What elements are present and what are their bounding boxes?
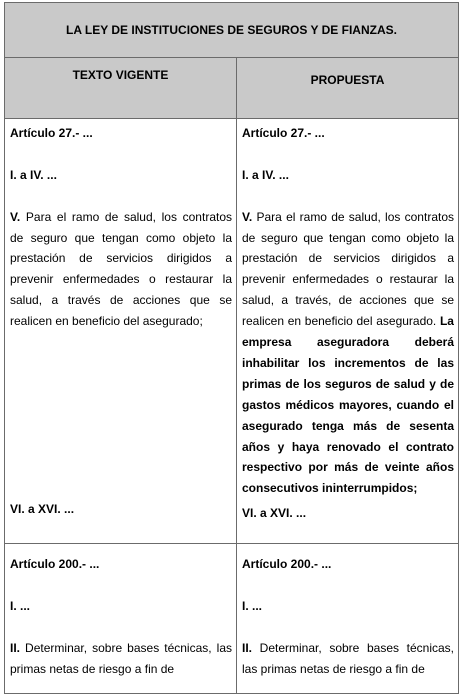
fraction-text: Determinar, sobre bases técnicas, las primas netas de riesgo a fin de [242, 640, 454, 676]
fraction-added-text: La empresa aseguradora deberá inhabilitar los incrementos de las primas de los seguros de salud y de gastos médicos mayores, cuando el asegurado tenga más de sesenta años y haya renovado el contrato respectivo por más de veinte años consecutivos ininterrumpidos; [242, 314, 454, 496]
table-row [5, 544, 459, 694]
table-title: LA LEY DE INSTITUCIONES DE SEGUROS Y DE FIANZAS. [5, 3, 459, 58]
column-header-texto-vigente: TEXTO VIGENTE [5, 58, 237, 119]
fraction-v [242, 207, 454, 500]
fraction-i: I. ... [242, 598, 263, 613]
title-row [5, 3, 459, 58]
cell-vigente-art200 [5, 544, 237, 694]
fraction-ii [10, 638, 232, 680]
article-heading: Artículo 27.- ... [242, 126, 325, 140]
column-header-propuesta: PROPUESTA [237, 58, 459, 119]
cell-propuesta-art200 [237, 544, 459, 694]
fraction-range: I. a IV. ... [242, 167, 289, 182]
fraction-text: Determinar, sobre bases técnicas, las primas netas de riesgo a fin de [10, 640, 232, 676]
fraction-text: Para el ramo de salud, los contratos de seguro que tengan como objeto la prestación de servicios dirigidos a prevenir enfermedades o restaurar la salud, a través, de acciones que se realicen en beneficio del asegurado. [242, 209, 454, 329]
fraction-ii [242, 638, 454, 680]
column-header-row [5, 58, 459, 119]
article-heading: Artículo 200.- ... [10, 557, 100, 571]
cell-propuesta-art27 [237, 119, 459, 544]
fraction-range: VI. a XVI. ... [242, 506, 307, 521]
table-row [5, 119, 459, 544]
article-heading: Artículo 200.- ... [242, 557, 332, 571]
fraction-i: I. ... [10, 598, 31, 613]
fraction-label: V. [10, 209, 21, 224]
fraction-label: V. [242, 209, 253, 224]
fraction-range: VI. a XVI. ... [10, 502, 75, 517]
cell-vigente-art27 [5, 119, 237, 544]
fraction-label: II. [10, 640, 21, 655]
article-heading: Artículo 27.- ... [10, 126, 93, 140]
fraction-text: Para el ramo de salud, los contratos de seguro que tengan como objeto la prestación de servicios dirigidos a prevenir enfermedades o restaurar la salud, a través de acciones que se realicen en beneficio del asegurado; [10, 209, 232, 329]
fraction-label: II. [242, 640, 253, 655]
fraction-v [10, 207, 232, 332]
comparison-table [4, 2, 459, 694]
fraction-range: I. a IV. ... [10, 167, 57, 182]
